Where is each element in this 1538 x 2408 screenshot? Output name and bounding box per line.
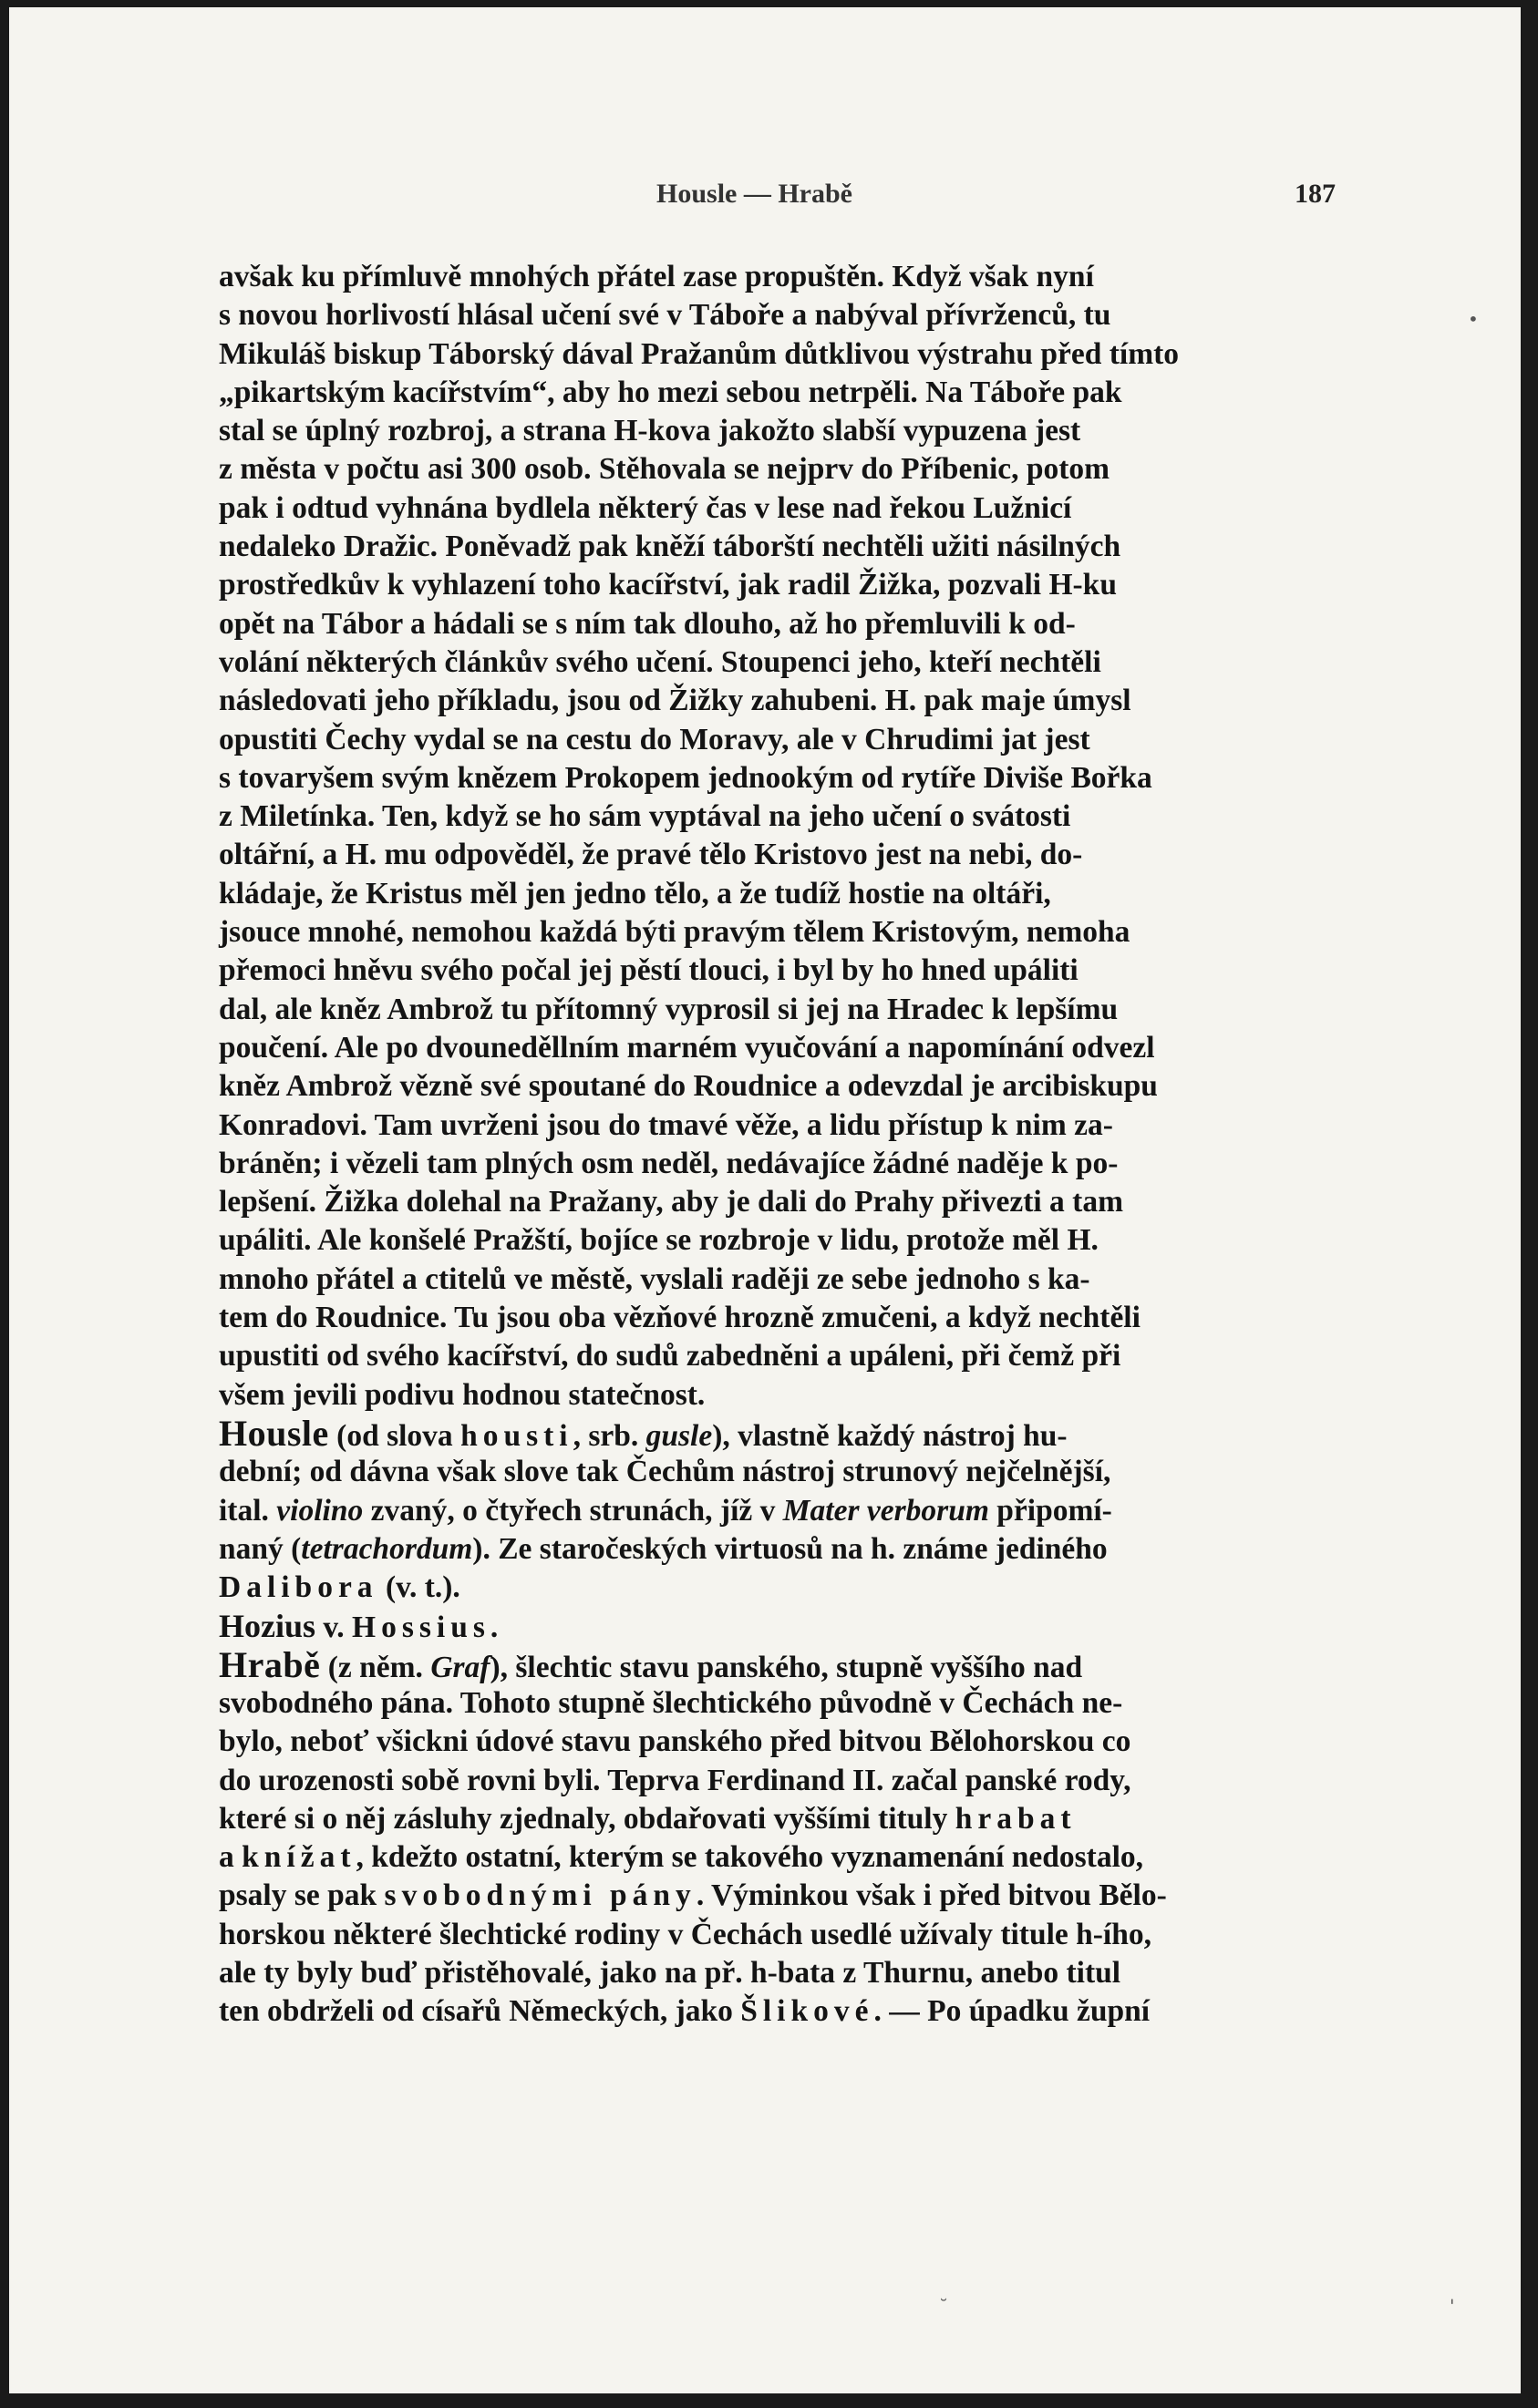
text-segment: Mikuláš biskup Táborský dával Pražanům důtklivou výstrahu před tímto: [219, 336, 1180, 371]
text-line: [219, 1376, 1358, 1415]
text-segment: s tovaryšem svým knězem Prokopem jednookým od rytíře Diviše Bořka: [219, 760, 1152, 795]
text-line: [219, 605, 1358, 643]
text-segment: do urozenosti sobě rovni byli. Teprva Ferdinand II. začal panské rody,: [219, 1763, 1131, 1797]
text-line: [219, 721, 1358, 759]
text-segment: upáliti. Ale konšelé Pražští, bojíce se rozbroje v lidu, protože měl H.: [219, 1223, 1099, 1258]
speck: ': [1450, 2295, 1455, 2317]
text-line: [219, 1492, 1358, 1530]
text-segment: pak i odtud vyhnána bydlela některý čas v lese nad řekou Lužnicí: [219, 490, 1072, 525]
body-text: [219, 258, 1358, 2032]
text-segment: bráněn; i vězeli tam plných osm neděl, nedávajíce žádné naděje k po-: [219, 1146, 1119, 1180]
text-segment: „pikartským kacířstvím“, aby ho mezi sebou netrpěli. Na Táboře pak: [219, 375, 1122, 409]
text-segment: z Miletínka. Ten, když se ho sám vyptával na jeho učení o svátosti: [219, 799, 1071, 834]
text-segment: violino: [276, 1493, 364, 1528]
text-line: [219, 875, 1358, 913]
text-line: [219, 335, 1358, 374]
text-segment: dební; od dávna však slove tak Čechům nástroj strunový nejčelnější,: [219, 1455, 1111, 1489]
text-segment: tem do Roudnice. Tu jsou oba vězňové hrozně zmučeni, a když nechtěli: [219, 1301, 1141, 1335]
text-segment: poučení. Ale po dvouneděllním marném vyučování a napomínání odvezl: [219, 1030, 1155, 1065]
text-line: [219, 296, 1358, 334]
text-segment: (v. t.).: [377, 1570, 460, 1605]
text-segment: Konradovi. Tam uvrženi jsou do tmavé věže, a lidu přístup k nim za-: [219, 1107, 1113, 1142]
text-line: [219, 1183, 1358, 1221]
speck: •: [1468, 308, 1479, 330]
text-line: [219, 1992, 1358, 2031]
text-segment: ), šlechtic stavu panského, stupně vyššího nad: [490, 1650, 1083, 1684]
text-line: [219, 1106, 1358, 1145]
text-segment: gusle: [645, 1418, 713, 1453]
text-line: [219, 682, 1358, 720]
text-line: [219, 1412, 1358, 1454]
entry-headword: Hrabě: [219, 1643, 321, 1685]
text-segment: dal, ale kněz Ambrož tu přítomný vyprosil si jej na Hradec k lepšímu: [219, 992, 1119, 1026]
text-segment: ). Ze staročeských virtuosů na h. známe jediného: [472, 1531, 1108, 1566]
text-line: [219, 1877, 1358, 1915]
text-segment: , srb.: [573, 1418, 646, 1453]
entry-headword: Housle: [219, 1412, 329, 1454]
text-segment: jsouce mnohé, nemohou každá býti pravým tělem Kristovým, nemoha: [219, 915, 1130, 950]
text-segment: ten obdrželi od císařů Německých, jako: [219, 1994, 741, 2029]
text-line: [219, 913, 1358, 952]
text-line: [219, 1954, 1358, 1992]
text-segment: Hossius: [352, 1610, 490, 1645]
text-segment: Graf: [430, 1650, 490, 1684]
text-segment: následovati jeho příkladu, jsou od Žižky zahubeni. H. pak maje úmysl: [219, 684, 1131, 718]
text-line: [219, 1145, 1358, 1183]
text-line: [219, 1569, 1358, 1607]
text-segment: opět na Tábor a hádali se s ním tak dlouho, až ho přemluvili k od-: [219, 606, 1076, 641]
entry-headword: Hozius: [219, 1608, 316, 1645]
book-page: [9, 7, 1521, 2393]
text-segment: přemoci hněvu svého počal jej pěstí tlouci, i byl by ho hned upáliti: [219, 953, 1079, 988]
text-segment: naný (: [219, 1531, 302, 1566]
text-segment: oltářní, a H. mu odpověděl, že pravé tělo Kristovo jest na nebi, do-: [219, 838, 1083, 872]
text-line: [219, 1800, 1358, 1838]
text-segment: hrabat: [955, 1801, 1077, 1836]
text-segment: knížat: [242, 1840, 356, 1875]
text-segment: nedaleko Dražic. Poněvadž pak kněží táborští nechtěli užiti násilných: [219, 530, 1121, 564]
text-segment: bylo, neboť všickni údové stavu panského před bitvou Bělohorskou co: [219, 1724, 1131, 1759]
text-line: [219, 759, 1358, 798]
text-segment: (z něm.: [320, 1650, 431, 1684]
text-line: [219, 798, 1358, 836]
text-segment: ital.: [219, 1493, 277, 1528]
text-segment: Šlikové: [740, 1994, 874, 2029]
text-segment: svobodného pána. Tohoto stupně šlechtického původně v Čechách ne-: [219, 1685, 1123, 1720]
text-segment: Mater verborum: [782, 1493, 989, 1528]
text-segment: stal se úplný rozbroj, a strana H-kova jakožto slabší vypuzena jest: [219, 414, 1081, 448]
text-line: [219, 1453, 1358, 1491]
text-segment: ale ty byly buď přistěhovalé, jako na př. h-bata z Thurnu, anebo titul: [219, 1956, 1121, 1991]
text-segment: . Výminkou však i před bitvou Bělo-: [696, 1878, 1167, 1913]
text-segment: Dalibora: [219, 1570, 378, 1605]
text-line: [219, 412, 1358, 450]
text-line: [219, 1723, 1358, 1761]
text-line: [219, 1029, 1358, 1067]
text-segment: (od slova: [328, 1418, 461, 1453]
text-line: [219, 566, 1358, 604]
text-line: [219, 1299, 1358, 1337]
text-line: [219, 643, 1358, 682]
running-head: Housle — Hrabě: [656, 179, 852, 209]
text-segment: svobodnými pány: [384, 1878, 697, 1913]
text-line: [219, 528, 1358, 566]
text-line: [219, 1607, 1358, 1645]
text-segment: psaly se pak: [219, 1878, 385, 1913]
text-segment: tetrachordum: [301, 1531, 473, 1566]
text-segment: které si o něj zásluhy zjednaly, obdařovati vyššími tituly: [219, 1801, 955, 1836]
text-segment: horskou některé šlechtické rodiny v Čechách usedlé užívaly titule h-ího,: [219, 1917, 1151, 1951]
text-segment: kládaje, že Kristus měl jen jedno tělo, a že tudíž hostie na oltáři,: [219, 876, 1051, 911]
text-segment: avšak ku přímluvě mnohých přátel zase propuštěn. Když však nyní: [219, 260, 1094, 293]
text-line: [219, 1684, 1358, 1723]
text-line: [219, 1261, 1358, 1299]
text-segment: kněz Ambrož vězně své spoutané do Roudnice a odevzdal je arcibiskupu: [219, 1069, 1158, 1104]
text-line: [219, 1643, 1358, 1685]
text-line: [219, 836, 1358, 874]
text-line: [219, 1337, 1358, 1375]
text-segment: volání některých článkův svého učení. Stoupenci jeho, kteří nechtěli: [219, 644, 1101, 679]
text-line: [219, 1067, 1358, 1106]
text-line: [219, 1221, 1358, 1260]
text-line: [219, 450, 1358, 489]
text-segment: zvaný, o čtyřech strunách, jíž v: [363, 1493, 783, 1528]
text-line: [219, 258, 1358, 296]
text-segment: upustiti od svého kacířství, do sudů zabedněni a upáleni, při čemž při: [219, 1339, 1121, 1374]
text-line: [219, 489, 1358, 528]
speck: ˘: [939, 2295, 948, 2317]
text-segment: prostředkův k vyhlazení toho kacířství, jak radil Žižka, pozvali H-ku: [219, 568, 1117, 602]
text-segment: a: [219, 1840, 243, 1875]
text-segment: . — Po úpadku župní: [873, 1994, 1151, 2029]
text-segment: .: [490, 1610, 499, 1645]
text-line: [219, 1838, 1358, 1877]
text-segment: z města v počtu asi 300 osob. Stěhovala se nejprv do Příbenic, potom: [219, 452, 1110, 487]
text-segment: , kdežto ostatní, kterým se takového vyznamenání nedostalo,: [356, 1840, 1144, 1875]
text-line: [219, 374, 1358, 412]
text-line: [219, 1762, 1358, 1800]
text-segment: připomí-: [988, 1493, 1112, 1528]
text-line: [219, 952, 1358, 990]
text-segment: všem jevili podivu hodnou statečnost.: [219, 1377, 706, 1412]
text-segment: housti: [460, 1418, 573, 1453]
text-line: [219, 1530, 1358, 1569]
page-number: 187: [1295, 179, 1336, 209]
text-segment: opustiti Čechy vydal se na cestu do Moravy, ale v Chrudimi jat jest: [219, 722, 1090, 756]
text-segment: mnoho přátel a ctitelů ve městě, vyslali raději ze sebe jednoho s ka-: [219, 1261, 1090, 1296]
text-segment: s novou horlivostí hlásal učení své v Táboře a nabýval přívrženců, tu: [219, 298, 1111, 333]
text-line: [219, 991, 1358, 1029]
text-segment: ), vlastně každý nástroj hu-: [712, 1418, 1068, 1453]
text-line: [219, 1916, 1358, 1954]
text-segment: v.: [315, 1610, 353, 1645]
page-header: [9, 179, 1521, 215]
text-segment: lepšení. Žižka dolehal na Pražany, aby je dali do Prahy přivezti a tam: [219, 1185, 1123, 1219]
